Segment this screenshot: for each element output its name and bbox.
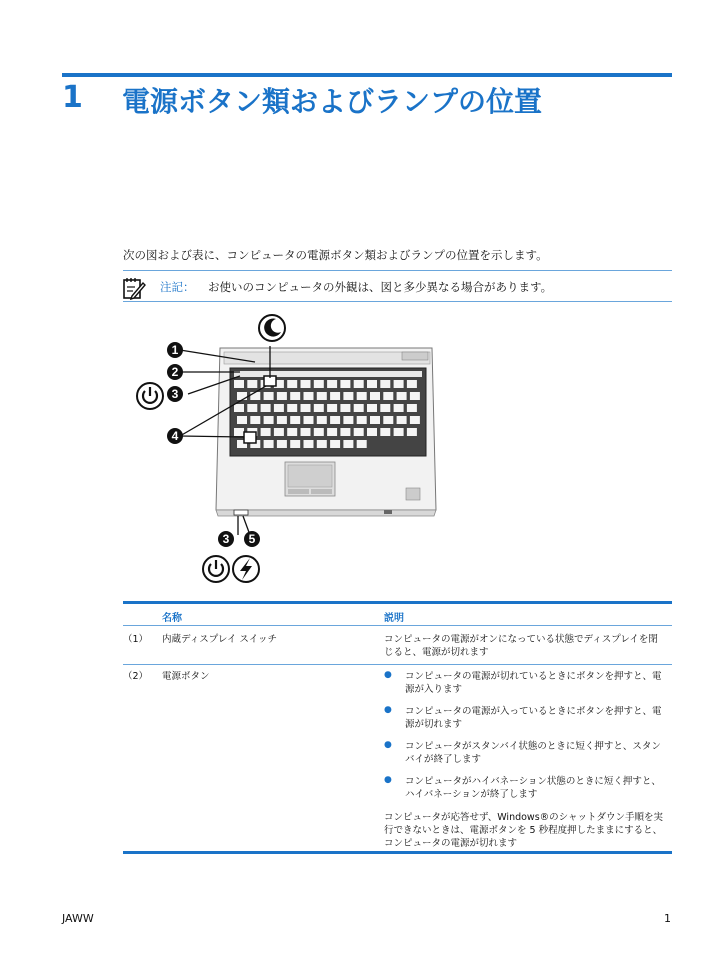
row1-number: （1） <box>123 634 149 645</box>
row2-bullet3-line2: バイが終了します <box>405 754 482 765</box>
keyboard-key <box>264 440 274 448</box>
row2-bullet3-line1: コンピュータがスタンバイ状態のときに短く押すと、スタン <box>405 741 661 752</box>
intro-text: 次の図および表に、コンピュータの電源ボタン類およびランプの位置を示します。 <box>123 248 548 262</box>
keyboard-key <box>277 440 287 448</box>
bullet-dot: ● <box>384 775 392 785</box>
keyboard-key <box>340 404 350 412</box>
keyboard-key <box>277 416 287 424</box>
keyboard-key <box>370 392 380 400</box>
keyboard-key <box>367 428 377 436</box>
chapter-top-rule <box>62 73 672 77</box>
keyboard-key <box>343 440 353 448</box>
keyboard-key <box>277 392 287 400</box>
keyboard-key <box>340 428 350 436</box>
note-text: お使いのコンピュータの外観は、図と多少異なる場合があります。 <box>208 280 553 294</box>
laptop-figure <box>130 310 450 585</box>
keyboard-key <box>304 416 314 424</box>
keyboard-key <box>234 404 244 412</box>
keyboard-key <box>397 416 407 424</box>
keyboard-key <box>327 404 337 412</box>
keyboard-key <box>247 404 257 412</box>
keyboard-key <box>234 428 244 436</box>
keyboard-key <box>383 392 393 400</box>
callout-2: 2 <box>171 365 179 379</box>
bullet-dot: ● <box>384 670 392 680</box>
note-label: 注記： <box>160 280 195 294</box>
header-rule <box>123 625 672 626</box>
keyboard-key <box>380 404 390 412</box>
keyboard-key <box>407 428 417 436</box>
keyboard-key <box>290 440 300 448</box>
callout-3a: 3 <box>171 387 179 401</box>
keyboard-key <box>343 416 353 424</box>
keyboard-key <box>290 416 300 424</box>
keyboard-key <box>380 428 390 436</box>
row2-bullet1-line2: 源が入ります <box>405 684 463 695</box>
row1-rule <box>123 664 672 665</box>
chapter-number: 1 <box>62 80 83 115</box>
row2-name: 電源ボタン <box>162 671 210 682</box>
keyboard-key <box>261 428 271 436</box>
keyboard-key <box>330 416 340 424</box>
table-bottom-rule <box>123 851 672 854</box>
keyboard-key <box>394 428 404 436</box>
keyboard-key <box>237 416 247 424</box>
row1-desc-line2: じると、電源が切れます <box>384 647 489 658</box>
note-top-rule <box>123 270 672 271</box>
keyboard-key <box>287 380 297 388</box>
keyboard-key <box>250 392 260 400</box>
keyboard-key <box>330 392 340 400</box>
keyboard-key <box>274 428 284 436</box>
keyboard-key <box>301 428 311 436</box>
keyboard-key <box>264 416 274 424</box>
keyboard-key <box>317 392 327 400</box>
keyboard-key <box>357 416 367 424</box>
keyboard-key <box>367 404 377 412</box>
keyboard-key <box>357 392 367 400</box>
keyboard-key <box>237 392 247 400</box>
row2-extra-line2: 行できないときは、電源ボタンを 5 秒程度押したままにすると、 <box>384 825 663 836</box>
page-number: 1 <box>664 912 671 925</box>
keyboard-key <box>354 428 364 436</box>
keyboard-key <box>261 404 271 412</box>
row2-bullet4-line2: ハイバネーションが終了します <box>405 789 538 800</box>
keyboard-key <box>354 380 364 388</box>
keyboard-key <box>410 392 420 400</box>
keyboard-key <box>407 404 417 412</box>
keyboard-key <box>234 380 244 388</box>
keyboard-key <box>410 416 420 424</box>
row1-name: 内蔵ディスプレイ スイッチ <box>162 634 278 645</box>
table-top-rule <box>123 601 672 604</box>
keyboard-key <box>367 380 377 388</box>
keyboard-key <box>330 440 340 448</box>
keyboard-key <box>317 440 327 448</box>
keyboard-key <box>304 392 314 400</box>
keyboard-key <box>304 440 314 448</box>
bullet-dot: ● <box>384 705 392 715</box>
keyboard-key <box>357 440 367 448</box>
row1-desc-line1: コンピュータの電源がオンになっている状態でディスプレイを閉 <box>384 634 658 645</box>
row2-number: （2） <box>123 671 149 682</box>
keyboard-key <box>274 404 284 412</box>
row2-bullet2-line1: コンピュータの電源が入っているときにボタンを押すと、電 <box>405 706 662 717</box>
note-bottom-rule <box>123 301 672 302</box>
keyboard-key <box>314 380 324 388</box>
keyboard-key <box>317 416 327 424</box>
keyboard-key <box>343 392 353 400</box>
row2-bullet1-line1: コンピュータの電源が切れているときにボタンを押すと、電 <box>405 671 662 682</box>
keyboard-key <box>380 380 390 388</box>
keyboard-key <box>397 392 407 400</box>
footer-left: JAWW <box>62 912 94 925</box>
callout-3b: 3 <box>222 532 230 546</box>
callout-4: 4 <box>171 429 179 443</box>
keyboard-key <box>287 428 297 436</box>
keyboard-key <box>327 428 337 436</box>
keyboard-key <box>340 380 350 388</box>
keyboard-key <box>301 404 311 412</box>
keyboard-key <box>383 416 393 424</box>
keyboard-key <box>314 404 324 412</box>
chapter-title: 電源ボタン類およびランプの位置 <box>122 85 543 118</box>
callout-1: 1 <box>171 343 179 357</box>
row2-extra-line3: コンピュータの電源が切れます <box>384 838 518 849</box>
keyboard-key <box>301 380 311 388</box>
row2-bullet2-line2: 源が切れます <box>405 719 463 730</box>
keyboard-key <box>394 380 404 388</box>
bullet-dot: ● <box>384 740 392 750</box>
keyboard-key <box>314 428 324 436</box>
callout-5: 5 <box>248 532 256 546</box>
keyboard-key <box>407 380 417 388</box>
keyboard-key <box>370 416 380 424</box>
keyboard-key <box>247 380 257 388</box>
header-name: 名称 <box>162 613 182 624</box>
note-icon <box>122 276 146 300</box>
header-description: 説明 <box>384 613 404 624</box>
keyboard-key <box>354 404 364 412</box>
row2-extra-line1: コンピュータが応答せず、Windows®のシャットダウン手順を実 <box>384 812 663 823</box>
keyboard-key <box>327 380 337 388</box>
row2-bullet4-line1: コンピュータがハイバネーション状態のときに短く押すと、 <box>405 776 661 787</box>
keyboard-key <box>250 416 260 424</box>
keyboard-key <box>394 404 404 412</box>
keyboard-key <box>290 392 300 400</box>
keyboard-key <box>287 404 297 412</box>
keyboard-key <box>264 392 274 400</box>
